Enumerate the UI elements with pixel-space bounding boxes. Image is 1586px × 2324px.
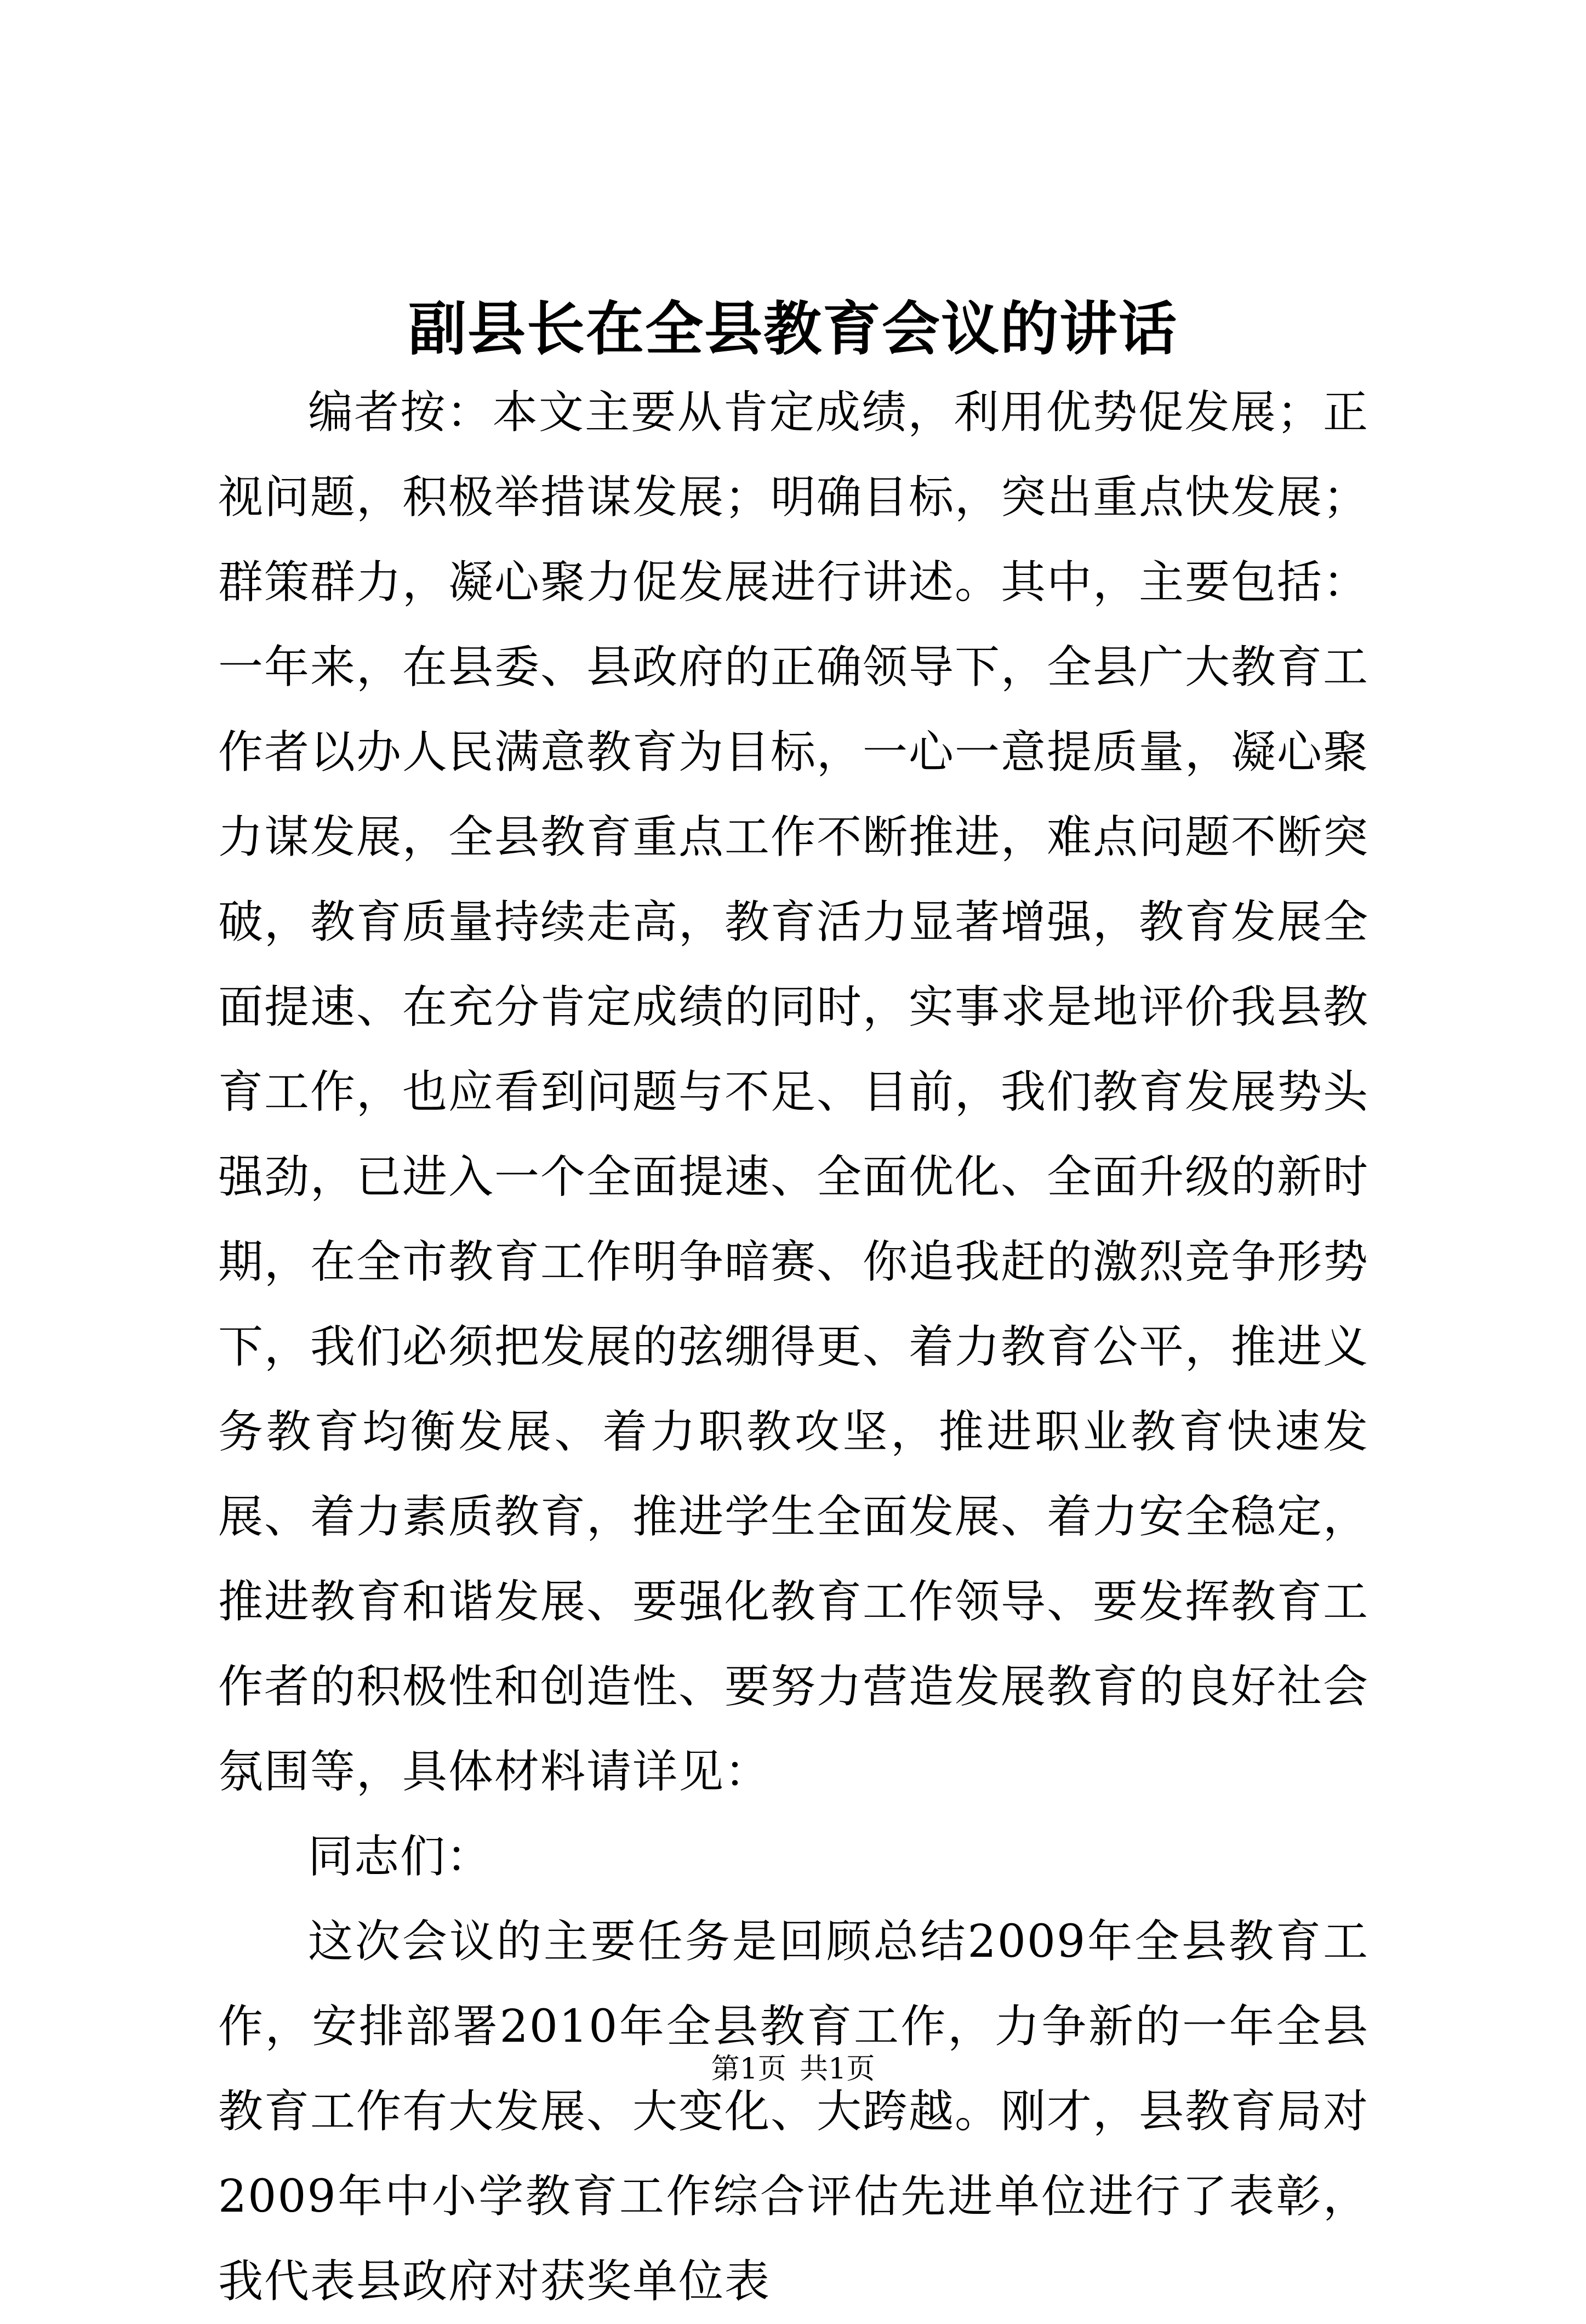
page-footer	[0, 2050, 1586, 2088]
speech-paragraph: 这次会议的主要任务是回顾总结2009年全县教育工作，安排部署2010年全县教育工作，力争新的一年全县教育工作有大发展、大变化、大跨越。刚才，县教育局对2009年中小学教育工作综合评估先进单位进行了表彰，我代表县政府对获奖单位表	[218, 1916, 1370, 2308]
salutation-paragraph: 同志们：	[308, 1831, 493, 1883]
document-body	[218, 370, 1369, 2324]
page-number: 第1页	[711, 2053, 786, 2086]
editor-note-paragraph: 编者按：本文主要从肯定成绩，利用优势促发展；正视问题，积极举措谋发展；明确目标，突出重点快发展；群策群力，凝心聚力促发展进行讲述。其中，主要包括：一年来，在县委、县政府的正确领导下，全县广大教育工作者以办人民满意教育为目标，一心一意提质量，凝心聚力谋发展，全县教育重点工作不断推进，难点问题不断突破，教育质量持续走高，教育活力显著增强，教育发展全面提速、在充分肯定成绩的同时，实事求是地评价我县教育工作，也应看到问题与不足、目前，我们教育发展势头强劲，已进入一个全面提速、全面优化、全面升级的新时期，在全市教育工作明争暗赛、你追我赶的激烈竞争形势下，我们必须把发展的弦绷得更、着力教育公平，推进义务教育均衡发展、着力职教攻坚，推进职业教育快速发展、着力素质教育，推进学生全面发展、着力安全稳定，推进教育和谐发展、要强化教育工作领导、要发挥教育工作者的积极性和创造性、要努力营造发展教育的良好社会氛围等，具体材料请详见：	[218, 386, 1370, 1798]
document-title: 副县长在全县教育会议的讲话	[408, 294, 1178, 363]
page-total: 共1页	[800, 2053, 875, 2086]
